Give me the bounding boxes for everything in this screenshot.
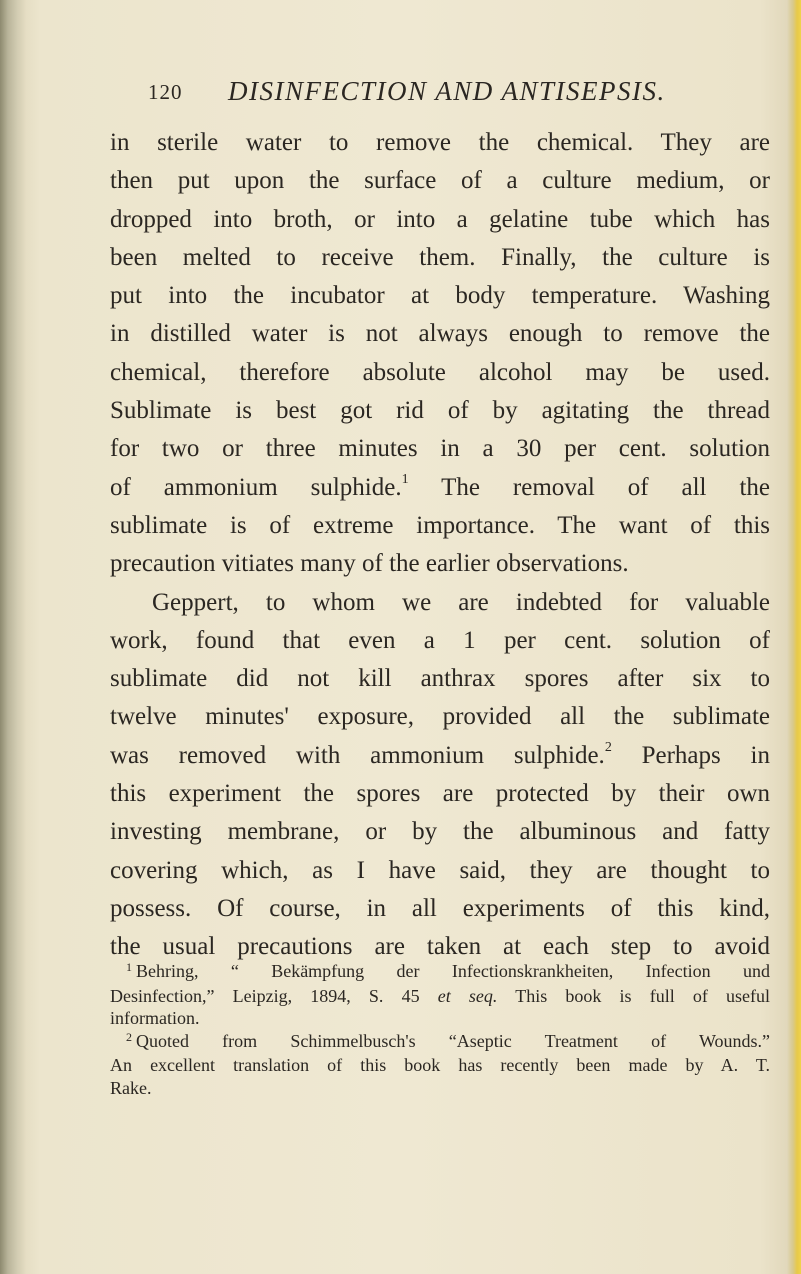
text-segment: Perhaps in bbox=[641, 741, 770, 769]
text-line: dropped into broth, or into a gelatine tube which has bbox=[110, 205, 770, 233]
text-line bbox=[110, 469, 770, 507]
text-line: possess. Of course, in all experiments of this kind, bbox=[110, 894, 770, 922]
text-segment: of ammonium sulphide. bbox=[110, 473, 402, 501]
footnote-line: Rake. bbox=[110, 1077, 152, 1098]
footnote-text: Behring, “ Bekämpfung der Infectionskrankheiten, Infection und bbox=[136, 961, 770, 981]
text-line: covering which, as I have said, they are thought to bbox=[110, 856, 770, 884]
text-line: work, found that even a 1 per cent. solution of bbox=[110, 626, 770, 654]
text-line: then put upon the surface of a culture medium, or bbox=[110, 167, 770, 195]
footnote-line: information. bbox=[110, 1008, 200, 1028]
binding-shadow bbox=[0, 0, 26, 1274]
text-line: precaution vitiates many of the earlier observations. bbox=[110, 550, 629, 578]
text-line: been melted to receive them. Finally, the culture is bbox=[110, 243, 770, 271]
text-line: in distilled water is not always enough to remove the bbox=[110, 320, 770, 348]
footnote-2 bbox=[110, 1030, 770, 1055]
footnotes bbox=[110, 960, 770, 1099]
footnote-marker: 1 bbox=[126, 960, 132, 974]
text-line: in sterile water to remove the chemical. They are bbox=[110, 129, 770, 156]
text-line: this experiment the spores are protected by their own bbox=[110, 780, 770, 808]
text-line: chemical, therefore absolute alcohol may be used. bbox=[110, 358, 770, 386]
text-line: sublimate is of extreme importance. The want of this bbox=[110, 511, 770, 539]
footnote-1 bbox=[110, 960, 770, 985]
footnote-text: Desinfection,” Leipzig, 1894, S. 45 bbox=[110, 985, 438, 1006]
text-line: for two or three minutes in a 30 per cent. solution bbox=[110, 435, 770, 463]
text-line: sublimate did not kill anthrax spores after six to bbox=[110, 665, 770, 693]
footnote-line: An excellent translation of this book has recently been made by A. T. bbox=[110, 1055, 770, 1075]
text-line: Sublimate is best got rid of by agitating the thread bbox=[110, 397, 770, 425]
page-header bbox=[148, 76, 708, 116]
footnote-italic: et seq. bbox=[437, 985, 498, 1006]
text-line: twelve minutes' exposure, provided all the sublimate bbox=[110, 703, 770, 731]
footnote-text: This book is full of useful bbox=[497, 985, 770, 1006]
footnote-text: Quoted from Schimmelbusch's “Aseptic Treatment of Wounds.” bbox=[136, 1030, 770, 1051]
footnote-ref-1: 1 bbox=[401, 472, 409, 488]
page-number: 120 bbox=[148, 80, 183, 104]
text-segment: was removed with ammonium sulphide. bbox=[110, 741, 605, 769]
text-line: investing membrane, or by the albuminous and fatty bbox=[110, 818, 770, 846]
running-title: DISINFECTION AND ANTISEPSIS. bbox=[228, 76, 666, 106]
body-text bbox=[110, 124, 770, 967]
text-line: put into the incubator at body temperature. Washing bbox=[110, 282, 770, 310]
footnote-ref-2: 2 bbox=[604, 740, 612, 756]
footnote-marker: 2 bbox=[126, 1029, 132, 1044]
page-edge bbox=[787, 0, 801, 1274]
text-segment: The removal of all the bbox=[441, 473, 770, 501]
text-line bbox=[110, 737, 770, 775]
text-line: the usual precautions are taken at each step to avoid bbox=[110, 933, 770, 961]
text-line: Geppert, to whom we are indebted for valuable bbox=[152, 588, 770, 616]
footnote-line bbox=[110, 985, 770, 1008]
